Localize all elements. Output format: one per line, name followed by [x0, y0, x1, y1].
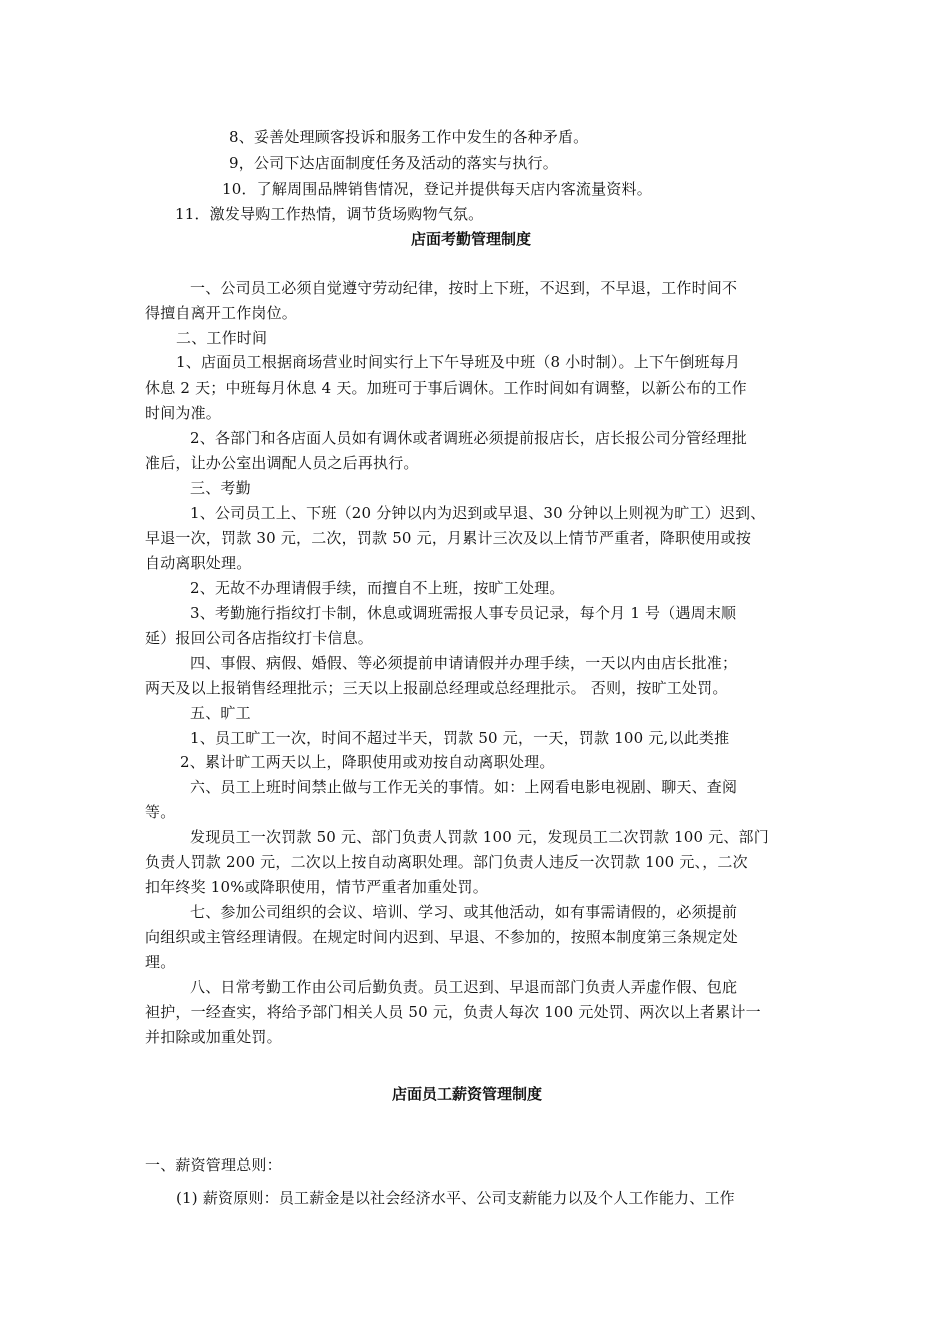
attendance-p6-line1: 六、员工上班时间禁止做与工作无关的事情。如：上网看电影电视剧、聊天、查阅 — [190, 778, 738, 796]
attendance-p3-1-line2: 早退一次，罚款 30 元，二次，罚款 50 元，月累计三次及以上情节严重者，降职使用或按 — [145, 529, 752, 547]
salary-heading-1: 一、薪资管理总则： — [145, 1156, 282, 1174]
duty-item-8: 8、妥善处理顾客投诉和服务工作中发生的各种矛盾。 — [229, 128, 589, 146]
attendance-p6b-line1: 发现员工一次罚款 50 元、部门负责人罚款 100 元，发现员工二次罚款 100 元、部门 — [190, 828, 769, 846]
attendance-p6b-line3: 扣年终奖 10%或降职使用，情节严重者加重处罚。 — [145, 878, 488, 896]
attendance-p2-2-line2: 准后，让办公室出调配人员之后再执行。 — [145, 454, 419, 472]
attendance-p6b-line2: 负责人罚款 200 元，二次以上按自动离职处理。部门负责人违反一次罚款 100 元、，二次 — [145, 853, 748, 871]
attendance-title: 店面考勤管理制度 — [411, 230, 532, 248]
attendance-p7-line1: 七、参加公司组织的会议、培训、学习、或其他活动，如有事需请假的，必须提前 — [190, 903, 738, 921]
attendance-p8-line2: 袒护，一经查实，将给予部门相关人员 50 元，负责人每次 100 元处罚、两次以上者累计一 — [145, 1003, 761, 1021]
attendance-p8-line1: 八、日常考勤工作由公司后勤负责。员工迟到、早退而部门负责人弄虚作假、包庇 — [190, 978, 738, 996]
duty-item-11: 11．激发导购工作热情，调节货场购物气氛。 — [175, 205, 484, 223]
attendance-heading-3: 三、考勤 — [190, 479, 251, 497]
attendance-p3-2: 2、无故不办理请假手续，而擅自不上班，按旷工处理。 — [190, 579, 565, 597]
attendance-p5-1: 1、员工旷工一次，时间不超过半天，罚款 50 元，一天，罚款 100 元,以此类推 — [190, 729, 730, 747]
attendance-p2-2-line1: 2、各部门和各店面人员如有调休或者调班必须提前报店长，店长报公司分管经理批 — [190, 429, 747, 447]
attendance-heading-2: 二、工作时间 — [176, 329, 268, 347]
attendance-p3-1-line3: 自动离职处理。 — [145, 554, 252, 572]
duty-item-10: 10．了解周围品牌销售情况，登记并提供每天店内客流量资料。 — [222, 180, 652, 198]
attendance-p6-line2: 等。 — [145, 803, 176, 821]
attendance-p3-1-line1: 1、公司员工上、下班（20 分钟以内为迟到或早退、30 分钟以上则视为旷工）迟到、 — [190, 504, 766, 522]
attendance-p3-3-line1: 3、考勤施行指纹打卡制，休息或调班需报人事专员记录，每个月 1 号（遇周末顺 — [190, 604, 737, 622]
attendance-p7-line3: 理。 — [145, 953, 176, 971]
attendance-p1-line2: 得擅自离开工作岗位。 — [145, 304, 298, 322]
attendance-p4-line2: 两天及以上报销售经理批示；三天以上报副总经理或总经理批示。 否则，按旷工处罚。 — [145, 679, 728, 697]
attendance-p7-line2: 向组织或主管经理请假。在规定时间内迟到、早退、不参加的，按照本制度第三条规定处 — [145, 928, 738, 946]
attendance-heading-5: 五、旷工 — [190, 704, 251, 722]
attendance-p8-line3: 并扣除或加重处罚。 — [145, 1028, 282, 1046]
salary-p1: (1) 薪资原则：员工薪金是以社会经济水平、公司支薪能力以及个人工作能力、工作 — [176, 1189, 735, 1207]
attendance-p1-line1: 一、公司员工必须自觉遵守劳动纪律，按时上下班，不迟到，不早退，工作时间不 — [190, 279, 738, 297]
duty-item-9: 9，公司下达店面制度任务及活动的落实与执行。 — [229, 154, 558, 172]
attendance-p2-1-line3: 时间为准。 — [145, 404, 222, 422]
attendance-p2-1-line2: 休息 2 天；中班每月休息 4 天。加班可于事后调休。工作时间如有调整，以新公布的工作 — [145, 379, 747, 397]
attendance-p5-2: 2、累计旷工两天以上，降职使用或劝按自动离职处理。 — [180, 753, 555, 771]
attendance-p3-3-line2: 延）报回公司各店指纹打卡信息。 — [145, 629, 374, 647]
attendance-p2-1-line1: 1、店面员工根据商场营业时间实行上下午导班及中班（8 小时制）。上下午倒班每月 — [176, 353, 741, 371]
salary-title: 店面员工薪资管理制度 — [392, 1085, 543, 1103]
attendance-p4-line1: 四、事假、病假、婚假、等必须提前申请请假并办理手续，一天以内由店长批准； — [190, 654, 738, 672]
